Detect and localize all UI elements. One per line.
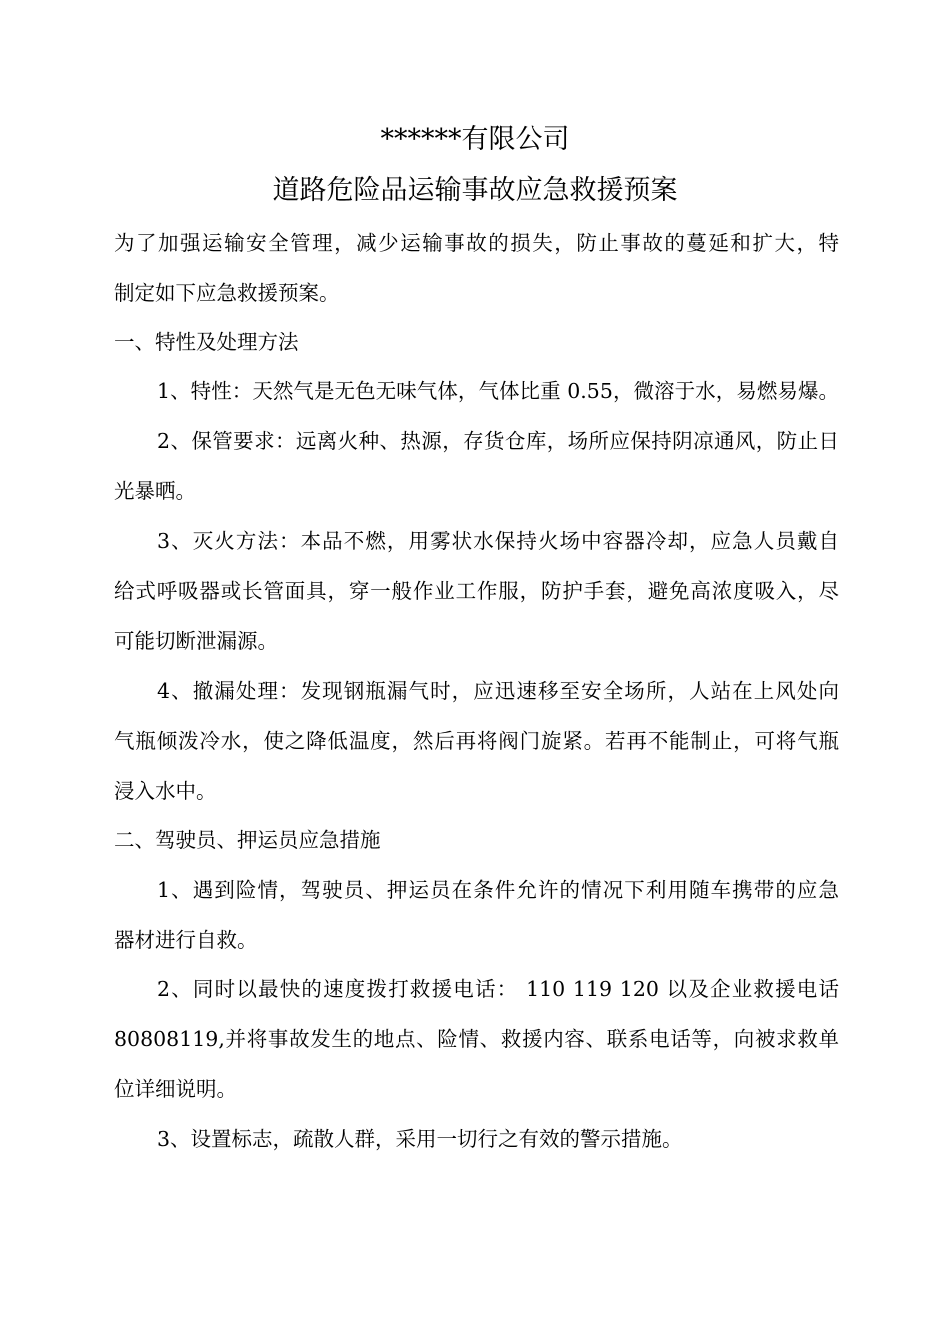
- section-2-item-1-line-1: 1、遇到险情，驾驶员、押运员在条件允许的情况下利用随车携带的应急: [157, 878, 839, 902]
- section-1-item-4-line-1: 4、撤漏处理：发现钢瓶漏气时，应迅速移至安全场所，人站在上风处向: [157, 679, 839, 703]
- section-1-item-2-line-2: 光暴晒。: [114, 479, 196, 503]
- section-1-item-3-line-2: 给式呼吸器或长管面具，穿一般作业工作服，防护手套，避免高浓度吸入，尽: [114, 579, 839, 603]
- company-title: ******有限公司: [380, 124, 570, 155]
- document-title: 道路危险品运输事故应急救援预案: [272, 175, 678, 206]
- section-1-item-3-line-1: 3、灭火方法：本品不燃，用雾状水保持火场中容器冷却，应急人员戴自: [157, 529, 839, 553]
- section-2-item-2-line-2: 80808119,并将事故发生的地点、险情、救援内容、联系电话等，向被求救单: [114, 1027, 839, 1051]
- intro-line-2: 制定如下应急救援预案。: [114, 281, 340, 305]
- section-2-item-1-line-2: 器材进行自救。: [114, 928, 258, 952]
- section-2-item-2-line-3: 位详细说明。: [114, 1077, 237, 1101]
- section-1-heading: 一、特性及处理方法: [114, 330, 299, 354]
- section-1-item-3-line-3: 可能切断泄漏源。: [114, 629, 278, 653]
- section-1-item-4-line-3: 浸入水中。: [114, 779, 217, 803]
- section-1-item-2-line-1: 2、保管要求：远离火种、热源，存货仓库，场所应保持阴凉通风，防止日: [157, 429, 839, 453]
- section-1-item-4-line-2: 气瓶倾泼冷水，使之降低温度，然后再将阀门旋紧。若再不能制止，可将气瓶: [114, 729, 839, 753]
- section-2-item-3-line-1: 3、设置标志，疏散人群，采用一切行之有效的警示措施。: [157, 1127, 683, 1151]
- section-2-item-2-line-1: 2、同时以最快的速度拨打救援电话： 110 119 120 以及企业救援电话: [157, 977, 839, 1001]
- section-2-heading: 二、驾驶员、押运员应急措施: [114, 828, 381, 852]
- section-1-item-1-line-1: 1、特性：天然气是无色无味气体，气体比重 0.55，微溶于水，易燃易爆。: [157, 379, 839, 403]
- intro-line-1: 为了加强运输安全管理，减少运输事故的损失，防止事故的蔓延和扩大，特: [114, 231, 839, 255]
